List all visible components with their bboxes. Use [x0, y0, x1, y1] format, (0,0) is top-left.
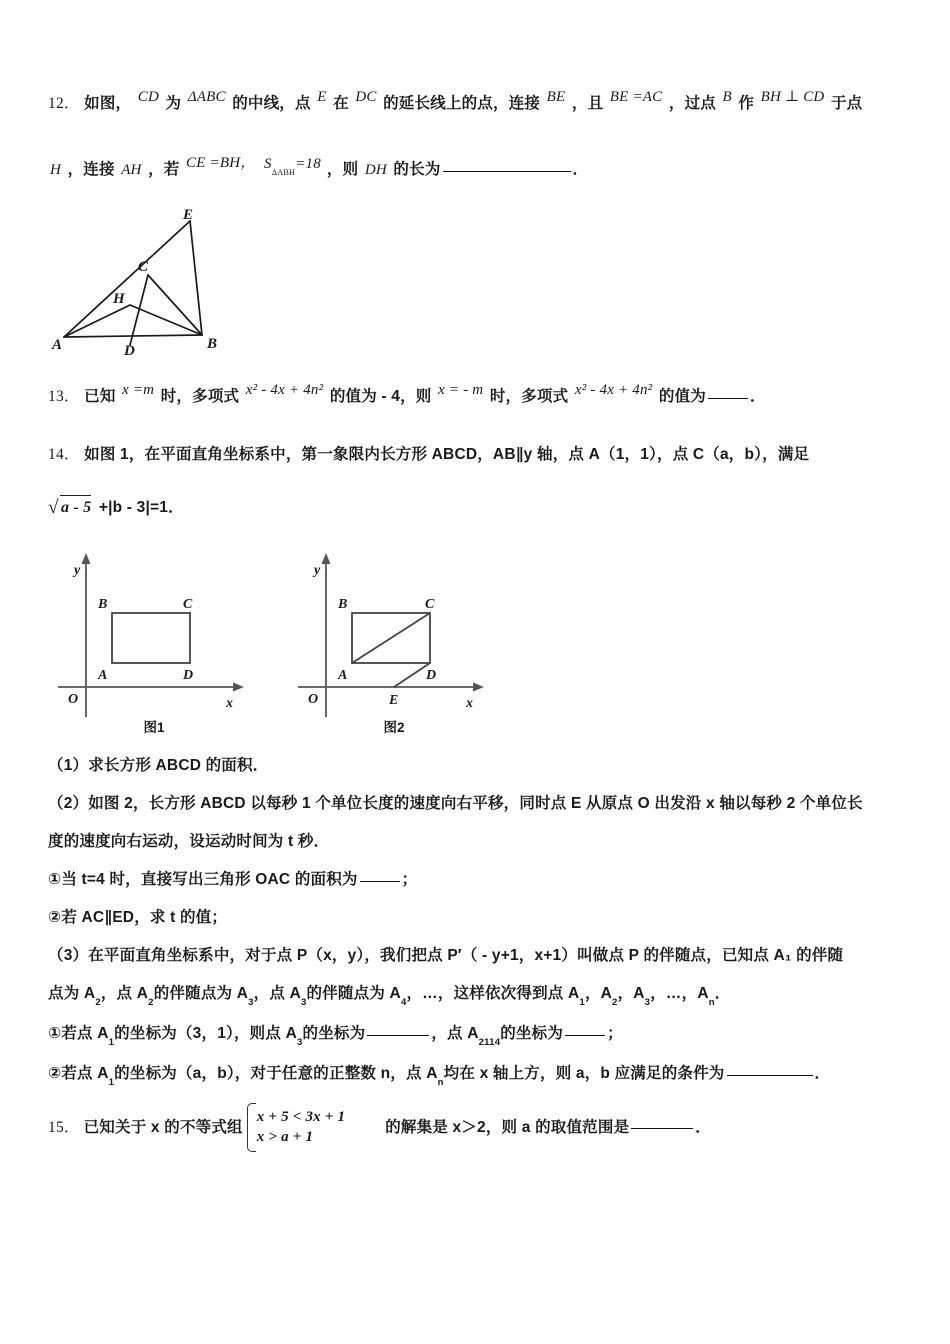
q12-text-4: 在	[333, 95, 349, 112]
segment-AE	[64, 221, 190, 337]
q14-p3s2-sub-1: 1	[108, 1077, 115, 1089]
q12-area-value: =18	[295, 156, 321, 173]
q14-p3s2-blank[interactable]	[727, 1074, 813, 1076]
figure-2	[294, 545, 494, 736]
segment-HB	[130, 305, 202, 335]
q15-text-3: ．	[695, 1119, 711, 1137]
q12-text-13: 的长为	[393, 161, 441, 179]
fig1-label-O: O	[68, 692, 79, 708]
q14-p3s2-sub-2: n	[437, 1077, 444, 1089]
label-H: H	[113, 291, 125, 308]
q14-p3l2-g: ，A	[584, 985, 613, 1003]
question-14-figures	[54, 545, 916, 736]
q12-math-dh: DH	[364, 162, 387, 179]
q14-p3l2-i: ，…，A	[650, 985, 709, 1003]
fig2-label-D: D	[426, 668, 437, 684]
q14-p3l2-j: ．	[714, 985, 731, 1003]
q14-p3s2-a: ②若点 A	[48, 1065, 109, 1083]
q14-p3s1-sub-1: 1	[108, 1037, 115, 1049]
q13-math-x-eq-m: x =m	[122, 382, 155, 399]
q14-p3s2-c: 均在 x 轴上方，则 a，b 应满足的条件为	[443, 1065, 725, 1083]
fig2-label-B: B	[338, 597, 348, 613]
q12-text-7: ，过点	[668, 95, 716, 112]
radical-body: a - 5	[61, 499, 92, 517]
q12-math-b: B	[722, 89, 732, 105]
q14-p3l2-e: 的伴随点为 A	[306, 985, 401, 1003]
fig2-label-E: E	[389, 693, 399, 709]
q14-p3s1-e: 的坐标为	[500, 1025, 564, 1043]
q14-p3l2-sub-6: 1	[579, 997, 585, 1009]
q15-text-1: 已知关于 x 的不等式组	[83, 1119, 243, 1137]
question-12-figure	[50, 205, 916, 355]
q14-part-3-sub-1	[48, 1022, 916, 1048]
fig2-label-x: x	[466, 696, 473, 712]
q14-p3l2-sub-4: 3	[300, 997, 307, 1009]
q14-p3l2-b: ，点 A	[100, 985, 149, 1003]
triangle-diagram-svg	[50, 205, 270, 355]
figure-1-svg	[54, 545, 254, 720]
label-D: D	[124, 343, 135, 356]
q12-math-triangle-abc: ΔABC	[187, 89, 226, 105]
q12-math-e: E	[317, 89, 327, 105]
q13-text-4: 时，多项式	[489, 388, 569, 406]
q13-math-poly-2: x² - 4x + 4n²	[574, 382, 653, 399]
fig1-label-A: A	[98, 668, 108, 684]
q14-p3s1-d: ，点 A	[431, 1025, 479, 1043]
q12-text-3: 的中线，点	[232, 95, 311, 112]
q12-math-ce-eq-bh: CE =BH，	[186, 155, 256, 172]
radical-bar	[60, 495, 91, 496]
fig1-label-C: C	[183, 597, 193, 613]
question-15-line	[48, 1108, 916, 1149]
q12-math-be-eq-ac: BE =AC	[609, 89, 663, 105]
fig1-label-y: y	[74, 563, 81, 579]
q13-text-2: 时，多项式	[160, 388, 240, 406]
fig2-label-y: y	[314, 563, 321, 579]
q14-p2s1-text: ①当 t=4 时，直接写出三角形 OAC 的面积为	[48, 871, 358, 889]
q12-text-5: 的延长线上的点，连接	[383, 95, 541, 112]
q14-p3s1-sub-3: 2114	[478, 1037, 501, 1049]
q14-p3s1-blank-1[interactable]	[367, 1034, 429, 1036]
q14-part-2-line-2: 度的速度向右运动，设运动时间为 t 秒．	[48, 833, 330, 851]
segment-CD	[130, 275, 148, 345]
question-12-number: 12．	[48, 95, 80, 112]
q15-text-2: 的解集是 x＞2，则 a 的取值范围是	[385, 1119, 630, 1137]
q12-math-dc: DC	[355, 89, 377, 105]
q12-answer-blank[interactable]	[443, 170, 571, 172]
fig1-rectangle-ABCD	[112, 613, 190, 663]
fig2-diagonal-AC	[352, 613, 430, 663]
figure-2-caption: 图2	[383, 720, 405, 736]
question-12-line-1	[48, 89, 916, 116]
q14-part-3-line-1: （3）在平面直角坐标系中，对于点 P（x，y），我们把点 P′（ - y+1，x+1）叫做点 P 的伴随点，已知点 A₁ 的伴随	[48, 947, 844, 965]
q14-p3l2-sub-8: 3	[644, 997, 651, 1009]
fig2-x-arrow	[473, 683, 484, 692]
q14-p3s1-sub-2: 3	[296, 1037, 303, 1049]
q14-p3l2-sub-3: 3	[248, 997, 254, 1009]
q15-sys-row-1: x + 5 < 3x + 1	[256, 1109, 346, 1126]
figure-1	[54, 545, 254, 736]
q14-p3s1-a: ①若点 A	[48, 1025, 109, 1043]
q14-p3l2-c: 的伴随点为 A	[153, 985, 249, 1003]
fig2-label-C: C	[425, 597, 435, 613]
fig2-label-A: A	[338, 668, 348, 684]
q14-p3s1-c: 的坐标为	[302, 1025, 366, 1043]
q12-text-9: 于点	[830, 95, 863, 112]
q14-stem-2-tail: +|b - 3|=1．	[98, 499, 184, 517]
q14-p3l2-sub-9: n	[708, 997, 715, 1009]
fig2-segment-DE	[394, 663, 430, 687]
question-15	[48, 1108, 916, 1149]
q12-text-1: 如图，	[84, 95, 132, 112]
q14-p3l2-sub-2: 2	[148, 997, 154, 1009]
question-14	[48, 443, 916, 1088]
q14-part-2-line-1: （2）如图 2，长方形 ABCD 以每秒 1 个单位长度的速度向右平移，同时点 E 从原点 O 出发沿 x 轴以每秒 2 个单位长	[48, 795, 863, 813]
q14-p3l2-sub-7: 2	[612, 997, 618, 1009]
figure-1-caption: 图1	[143, 720, 165, 736]
q14-part-2-sub-2: ②若 AC∥ED，求 t 的值；	[48, 909, 228, 927]
question-13-number: 13．	[48, 388, 80, 406]
q14-p3s2-d: ．	[814, 1065, 831, 1083]
label-A: A	[52, 337, 63, 354]
fig1-x-arrow	[233, 683, 244, 692]
fig1-y-arrow	[82, 553, 91, 564]
fig1-label-D: D	[183, 668, 194, 684]
q12-text-12: ，则	[326, 161, 359, 179]
q15-answer-blank[interactable]	[631, 1127, 693, 1129]
fig1-label-x: x	[226, 696, 233, 712]
q14-p3l2-sub-5: 4	[400, 997, 407, 1009]
question-13-line	[48, 382, 916, 409]
q14-part-1: （1）求长方形 ABCD 的面积．	[48, 757, 269, 775]
q14-stem-1: 如图 1，在平面直角坐标系中，第一象限内长方形 ABCD，AB∥y 轴，点 A（1，1），点 C（a，b），满足	[84, 446, 810, 464]
q13-math-poly-1: x² - 4x + 4n²	[245, 382, 324, 399]
question-14-number: 14．	[48, 446, 80, 464]
q15-sys-row-2: x > a + 1	[256, 1129, 314, 1146]
q12-text-11: ，若	[148, 161, 180, 179]
q12-math-bh-perp-cd: BH ⊥ CD	[760, 89, 825, 105]
q12-math-ah: AH	[121, 162, 142, 179]
fig1-label-B: B	[98, 597, 108, 613]
fig2-y-arrow	[322, 553, 331, 564]
q13-text-3: 的值为 - 4，则	[329, 388, 432, 406]
segment-AH-part	[64, 305, 130, 337]
q14-p3l2-f: ，…，这样依次得到点 A	[406, 985, 580, 1003]
q12-area-symbol: S	[263, 156, 272, 173]
q12-math-h: H	[50, 162, 62, 179]
q13-answer-blank[interactable]	[708, 397, 748, 399]
q12-text-6: ，且	[571, 95, 604, 112]
q13-text-5: 的值为	[658, 388, 706, 406]
question-13	[48, 382, 916, 409]
question-12-line-2	[48, 155, 916, 183]
label-E: E	[183, 207, 194, 224]
q13-text-6: ．	[750, 388, 766, 406]
segment-EB	[190, 221, 202, 335]
question-14-stem-line-2	[48, 495, 916, 521]
q12-math-be: BE	[546, 89, 566, 105]
q14-p2s1-blank[interactable]	[360, 880, 400, 882]
question-15-number: 15．	[48, 1119, 80, 1137]
q12-math-cd: CD	[137, 89, 159, 105]
q14-part-2-sub-1	[48, 868, 916, 892]
q12-area-subscript: ΔABH	[271, 168, 296, 178]
q14-p3l2-h: ，A	[617, 985, 645, 1003]
q12-text-8: 作	[738, 95, 755, 112]
q15-inequality-system	[245, 1107, 345, 1148]
label-B: B	[207, 336, 218, 353]
q13-text-1: 已知	[84, 388, 116, 406]
q14-p3l2-a: 点为 A	[48, 985, 96, 1003]
q14-p3s1-blank-2[interactable]	[565, 1034, 605, 1036]
q14-p3s1-f: ；	[607, 1025, 623, 1043]
segment-CB	[148, 275, 202, 335]
label-C: C	[138, 259, 149, 276]
figure-2-svg	[294, 545, 494, 720]
q12-text-14: ．	[572, 161, 589, 179]
q14-radical-expression	[48, 495, 91, 521]
q13-math-x-eq-neg-m: x = - m	[438, 382, 484, 399]
q14-p3s2-b: 的坐标为（a，b），对于任意的正整数 n，点 A	[114, 1065, 438, 1083]
q14-p3l2-sub-1: 2	[95, 997, 101, 1009]
q14-p2s1-tail: ；	[401, 871, 418, 889]
q14-p3s1-b: 的坐标为（3，1），则点 A	[114, 1025, 297, 1043]
q12-text-10: ，连接	[67, 161, 115, 179]
q12-text-2: 为	[165, 95, 182, 112]
fig2-label-O: O	[308, 692, 319, 708]
q14-part-3-sub-2	[48, 1062, 916, 1088]
question-14-stem-line-1	[48, 443, 916, 467]
q14-p3l2-d: ，点 A	[253, 985, 301, 1003]
question-12	[48, 89, 916, 356]
q14-part-3-line-2	[48, 982, 916, 1008]
page-content	[48, 89, 916, 1149]
